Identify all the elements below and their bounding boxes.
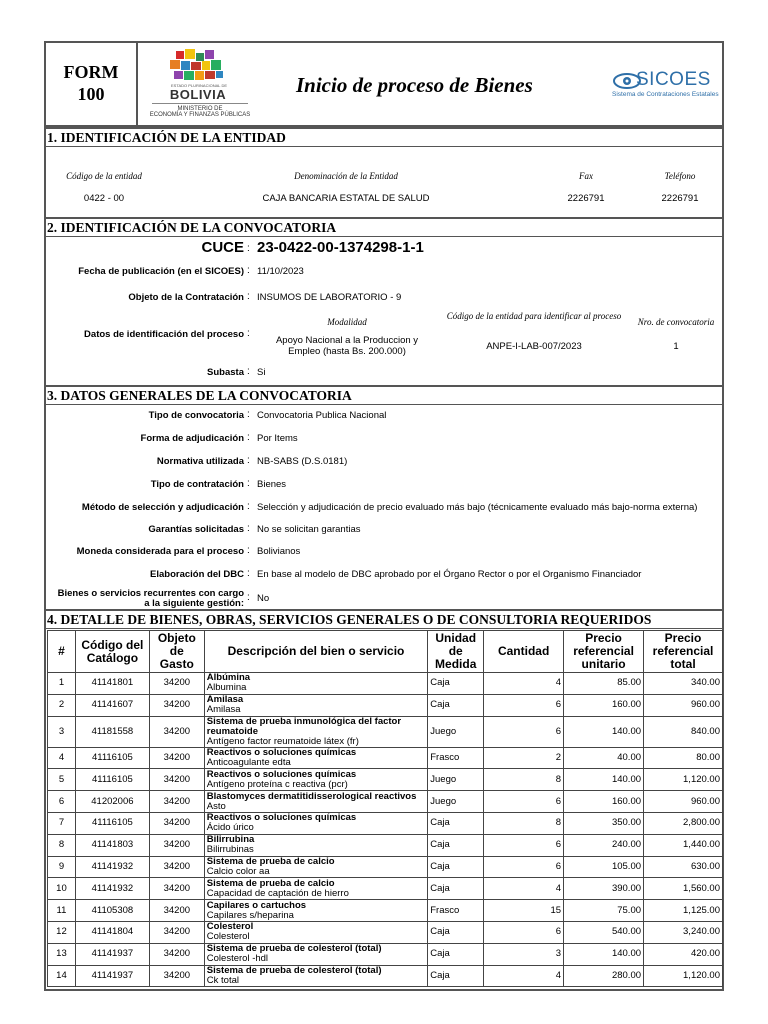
item-unit-price: 240.00 [564,834,644,856]
item-description [204,812,427,834]
item-catalog-code: 41116105 [75,812,149,834]
item-unit: Caja [428,856,484,878]
table-row [48,834,723,856]
item-catalog-code: 41202006 [75,791,149,813]
item-description-detail: Colesterol [206,931,250,943]
col-catalog-header: Código del Catálogo [75,631,149,673]
item-catalog-code: 41141803 [75,834,149,856]
item-quantity: 6 [484,834,564,856]
item-description-detail: Antígeno factor reumatoide látex (fr) [206,735,359,747]
modalidad-header: Modalidad [327,317,367,327]
item-catalog-code: 41141937 [75,943,149,965]
item-description-main: Blastomyces dermatitidisserological reactivos [206,790,417,802]
item-gasto-code: 34200 [149,747,204,769]
item-quantity: 6 [484,716,564,747]
call-type-value: Convocatoria Publica Nacional [257,410,387,421]
item-number: 6 [48,791,76,813]
table-row [48,812,723,834]
item-description [204,716,427,747]
item-gasto-code: 34200 [149,716,204,747]
item-unit: Frasco [428,747,484,769]
table-row [48,673,723,695]
entity-name: CAJA BANCARIA ESTATAL DE SALUD [262,193,430,204]
item-unit: Caja [428,965,484,987]
item-description [204,878,427,900]
item-total-price: 80.00 [644,747,723,769]
item-catalog-code: 41141801 [75,673,149,695]
item-catalog-code: 41116105 [75,769,149,791]
item-number: 9 [48,856,76,878]
logo-divider [152,103,248,104]
item-gasto-code: 34200 [149,834,204,856]
award-form-colon: : [247,432,250,443]
item-description-main: Sistema de prueba de calcio [206,877,335,889]
item-unit: Caja [428,694,484,716]
item-unit-price: 160.00 [564,694,644,716]
logo-ministry-line1: MINISTERIO DE [177,106,223,112]
guarantees-colon: : [247,523,250,534]
fax-header: Fax [579,171,593,181]
item-gasto-code: 34200 [149,769,204,791]
item-total-price: 960.00 [644,694,723,716]
item-total-price: 3,240.00 [644,921,723,943]
regulation-value: NB-SABS (D.S.0181) [257,456,348,467]
item-description-main: Capilares o cartuchos [206,899,307,911]
item-unit-price: 350.00 [564,812,644,834]
item-number: 1 [48,673,76,695]
item-quantity: 6 [484,791,564,813]
regulation-label: Normativa utilizada [156,456,244,467]
item-catalog-code: 41141932 [75,878,149,900]
item-total-price: 960.00 [644,791,723,813]
item-description [204,769,427,791]
item-description [204,791,427,813]
item-unit: Caja [428,878,484,900]
item-total-price: 340.00 [644,673,723,695]
item-catalog-code: 41105308 [75,900,149,922]
item-catalog-code: 41141804 [75,921,149,943]
item-quantity: 6 [484,921,564,943]
item-description [204,673,427,695]
recurrent-label-line2: a la siguiente gestión: [144,598,244,609]
item-description [204,900,427,922]
item-unit-price: 40.00 [564,747,644,769]
contract-object-label: Objeto de la Contratación [128,292,244,303]
item-description-detail: Antígeno proteína c reactiva (pcr) [206,778,348,790]
item-description-main: Reactivos o soluciones químicas [206,812,357,824]
item-description-main: Sistema de prueba de calcio [206,855,335,867]
logo-state-text: ESTADO PLURINACIONAL DE [170,83,227,88]
item-total-price: 420.00 [644,943,723,965]
cuce-colon: : [247,243,250,254]
guarantees-label: Garantías solicitadas [148,524,244,535]
table-row [48,900,723,922]
table-row [48,694,723,716]
section4-title: 4. DETALLE DE BIENES, OBRAS, SERVICIOS GENERALES O DE CONSULTORIA REQUERIDOS [46,609,722,629]
item-number: 11 [48,900,76,922]
item-description-main: Reactivos o soluciones químicas [206,768,357,780]
table-row [48,965,723,987]
item-description [204,921,427,943]
item-description-main: Sistema de prueba de colesterol (total) [206,964,382,976]
currency-value: Bolivianos [257,546,301,557]
item-quantity: 8 [484,812,564,834]
item-description-main: Amilasa [206,694,244,706]
item-description [204,747,427,769]
col-gasto-header: Objeto de Gasto [149,631,204,673]
item-total-price: 1,120.00 [644,769,723,791]
item-total-price: 1,125.00 [644,900,723,922]
item-description-detail: Bilirrubinas [206,844,254,856]
item-gasto-code: 34200 [149,673,204,695]
recurrent-label [46,589,244,609]
item-gasto-code: 34200 [149,812,204,834]
process-code-header: Código de la entidad para identificar al proceso [446,311,622,321]
item-unit-price: 140.00 [564,769,644,791]
item-total-price: 1,120.00 [644,965,723,987]
entity-code: 0422 - 00 [83,193,125,204]
auction-colon: : [247,366,250,377]
entity-code-header: Código de la entidad [66,171,142,181]
currency-label: Moneda considerada para el proceso [76,546,244,557]
logo-ministry-line2: ECONOMÍA Y FINANZAS PÚBLICAS [149,112,251,118]
item-unit: Caja [428,834,484,856]
item-catalog-code: 41141937 [75,965,149,987]
award-form-label: Forma de adjudicación [140,433,244,444]
item-number: 7 [48,812,76,834]
item-unit: Juego [428,716,484,747]
item-unit: Caja [428,812,484,834]
item-quantity: 4 [484,673,564,695]
item-number: 12 [48,921,76,943]
items-header-row [48,631,723,673]
item-quantity: 3 [484,943,564,965]
item-gasto-code: 34200 [149,943,204,965]
item-unit-price: 85.00 [564,673,644,695]
call-type-colon: : [247,409,250,420]
item-number: 13 [48,943,76,965]
dbc-label: Elaboración del DBC [150,569,244,580]
cuce-value: 23-0422-00-1374298-1-1 [257,239,424,256]
item-description-main: Colesterol [206,921,254,933]
award-form-value: Por Items [257,433,298,444]
table-row [48,769,723,791]
item-number: 14 [48,965,76,987]
table-row [48,716,723,747]
form-number-box [46,43,138,127]
item-unit: Juego [428,769,484,791]
item-total-price: 1,440.00 [644,834,723,856]
contract-type-value: Bienes [257,479,287,490]
item-unit-price: 140.00 [564,716,644,747]
item-unit: Juego [428,791,484,813]
item-total-price: 2,800.00 [644,812,723,834]
item-description [204,965,427,987]
item-catalog-code: 41181558 [75,716,149,747]
document-title: Inicio de proceso de Bienes [296,73,533,97]
publication-date-colon: : [247,265,250,276]
col-description-header: Descripción del bien o servicio [204,631,427,673]
cuce-label: CUCE [201,239,244,256]
call-number-header: Nro. de convocatoria [637,317,715,327]
section3-title: 3. DATOS GENERALES DE LA CONVOCATORIA [46,385,722,405]
item-description-detail: Albumina [206,682,247,694]
items-body [48,673,723,987]
item-gasto-code: 34200 [149,694,204,716]
entity-name-header: Denominación de la Entidad [294,171,398,181]
entity-phone: 2226791 [661,193,699,204]
entity-fax: 2226791 [567,193,605,204]
item-description-main: Bilirrubina [206,834,255,846]
form-header [46,43,722,127]
process-id-label: Datos de identificación del proceso [84,329,244,340]
item-gasto-code: 34200 [149,856,204,878]
publication-date-value: 11/10/2023 [257,266,304,277]
recurrent-label-line1: Bienes o servicios recurrentes con cargo [57,588,244,599]
selection-method-colon: : [247,501,250,512]
recurrent-colon: : [247,592,250,603]
item-unit: Frasco [428,900,484,922]
item-description-main: Sistema de prueba inmunológica del factor reumatoide [206,715,402,737]
table-row [48,943,723,965]
item-description-detail: Calcio color aa [206,865,270,877]
item-gasto-code: 34200 [149,921,204,943]
item-description-detail: Amilasa [206,704,241,716]
item-unit-price: 390.00 [564,878,644,900]
col-quantity-header: Cantidad [484,631,564,673]
selection-method-label: Método de selección y adjudicación [81,502,244,513]
logo-ministry-text [138,106,262,118]
item-description [204,834,427,856]
contract-object-colon: : [247,291,250,302]
item-unit-price: 160.00 [564,791,644,813]
item-description-main: Sistema de prueba de colesterol (total) [206,943,382,955]
section2-title: 2. IDENTIFICACIÓN DE LA CONVOCATORIA [46,217,722,237]
col-number-header: # [48,631,76,673]
auction-label: Subasta [207,367,244,378]
contract-type-label: Tipo de contratación [150,479,244,490]
item-unit: Caja [428,673,484,695]
item-gasto-code: 34200 [149,791,204,813]
item-gasto-code: 34200 [149,965,204,987]
process-id-colon: : [247,328,250,339]
col-total-price-header: Precio referencial total [644,631,723,673]
publication-date-label: Fecha de publicación (en el SICOES) [78,266,244,277]
item-unit-price: 105.00 [564,856,644,878]
col-unit-header: Unidad de Medida [428,631,484,673]
item-total-price: 1,560.00 [644,878,723,900]
call-type-label: Tipo de convocatoria [148,410,244,421]
item-unit-price: 540.00 [564,921,644,943]
item-number: 8 [48,834,76,856]
table-row [48,856,723,878]
item-number: 10 [48,878,76,900]
item-number: 3 [48,716,76,747]
item-unit-price: 280.00 [564,965,644,987]
contract-type-colon: : [247,478,250,489]
item-description-main: Reactivos o soluciones químicas [206,746,357,758]
dbc-value: En base al modelo de DBC aprobado por el Órgano Rector o por el Organismo Financiador [257,569,642,580]
item-description-detail: Ácido úrico [206,822,254,834]
sicoes-name: SICOES [636,69,711,90]
logo-country-text: BOLIVIA [169,87,227,102]
process-code-value: ANPE-I-LAB-007/2023 [486,341,582,352]
contract-object-value: INSUMOS DE LABORATORIO - 9 [257,292,402,303]
item-quantity: 15 [484,900,564,922]
regulation-colon: : [247,455,250,466]
item-description-detail: Ck total [206,974,239,986]
selection-method-value: Selección y adjudicación de precio evaluado más bajo (técnicamente evaluado más bajo-norma externa) [257,502,698,513]
item-catalog-code: 41141607 [75,694,149,716]
phone-header: Teléfono [664,171,696,181]
item-quantity: 2 [484,747,564,769]
col-unit-price-header: Precio referencial unitario [564,631,644,673]
item-description [204,856,427,878]
item-description-detail: Asto [206,800,226,812]
item-unit-price: 75.00 [564,900,644,922]
table-row [48,791,723,813]
items-table [47,630,723,987]
item-gasto-code: 34200 [149,900,204,922]
item-description [204,694,427,716]
item-description-detail: Anticoagulante edta [206,756,291,768]
modalidad-value: Apoyo Nacional a la Produccion y Empleo (hasta Bs. 200.000) [275,335,419,357]
auction-value: Si [257,367,266,378]
recurrent-value: No [257,593,270,604]
item-quantity: 8 [484,769,564,791]
currency-colon: : [247,545,250,556]
item-description-detail: Colesterol -hdl [206,953,269,965]
item-unit-price: 140.00 [564,943,644,965]
item-unit: Caja [428,921,484,943]
item-total-price: 840.00 [644,716,723,747]
item-quantity: 4 [484,878,564,900]
table-row [48,921,723,943]
sicoes-subtitle: Sistema de Contrataciones Estatales [612,91,719,98]
table-row [48,878,723,900]
form-number: 100 [77,84,105,104]
form-page [44,41,724,991]
item-description [204,943,427,965]
item-description-detail: Capilares s/heparina [206,909,294,921]
item-description-main: Albúmina [206,672,251,684]
ministry-logo [138,49,308,123]
item-number: 4 [48,747,76,769]
item-catalog-code: 41141932 [75,856,149,878]
item-quantity: 6 [484,856,564,878]
item-quantity: 4 [484,965,564,987]
item-number: 5 [48,769,76,791]
sicoes-logo [608,69,724,105]
item-quantity: 6 [484,694,564,716]
section1-title: 1. IDENTIFICACIÓN DE LA ENTIDAD [46,127,722,147]
dbc-colon: : [247,568,250,579]
item-total-price: 630.00 [644,856,723,878]
item-number: 2 [48,694,76,716]
item-description-detail: Capacidad de captación de hierro [206,887,349,899]
table-row [48,747,723,769]
call-number-value: 1 [673,341,679,352]
item-catalog-code: 41116105 [75,747,149,769]
guarantees-value: No se solicitan garantias [257,524,361,535]
item-gasto-code: 34200 [149,878,204,900]
form-label: FORM [63,62,119,82]
item-unit: Caja [428,943,484,965]
